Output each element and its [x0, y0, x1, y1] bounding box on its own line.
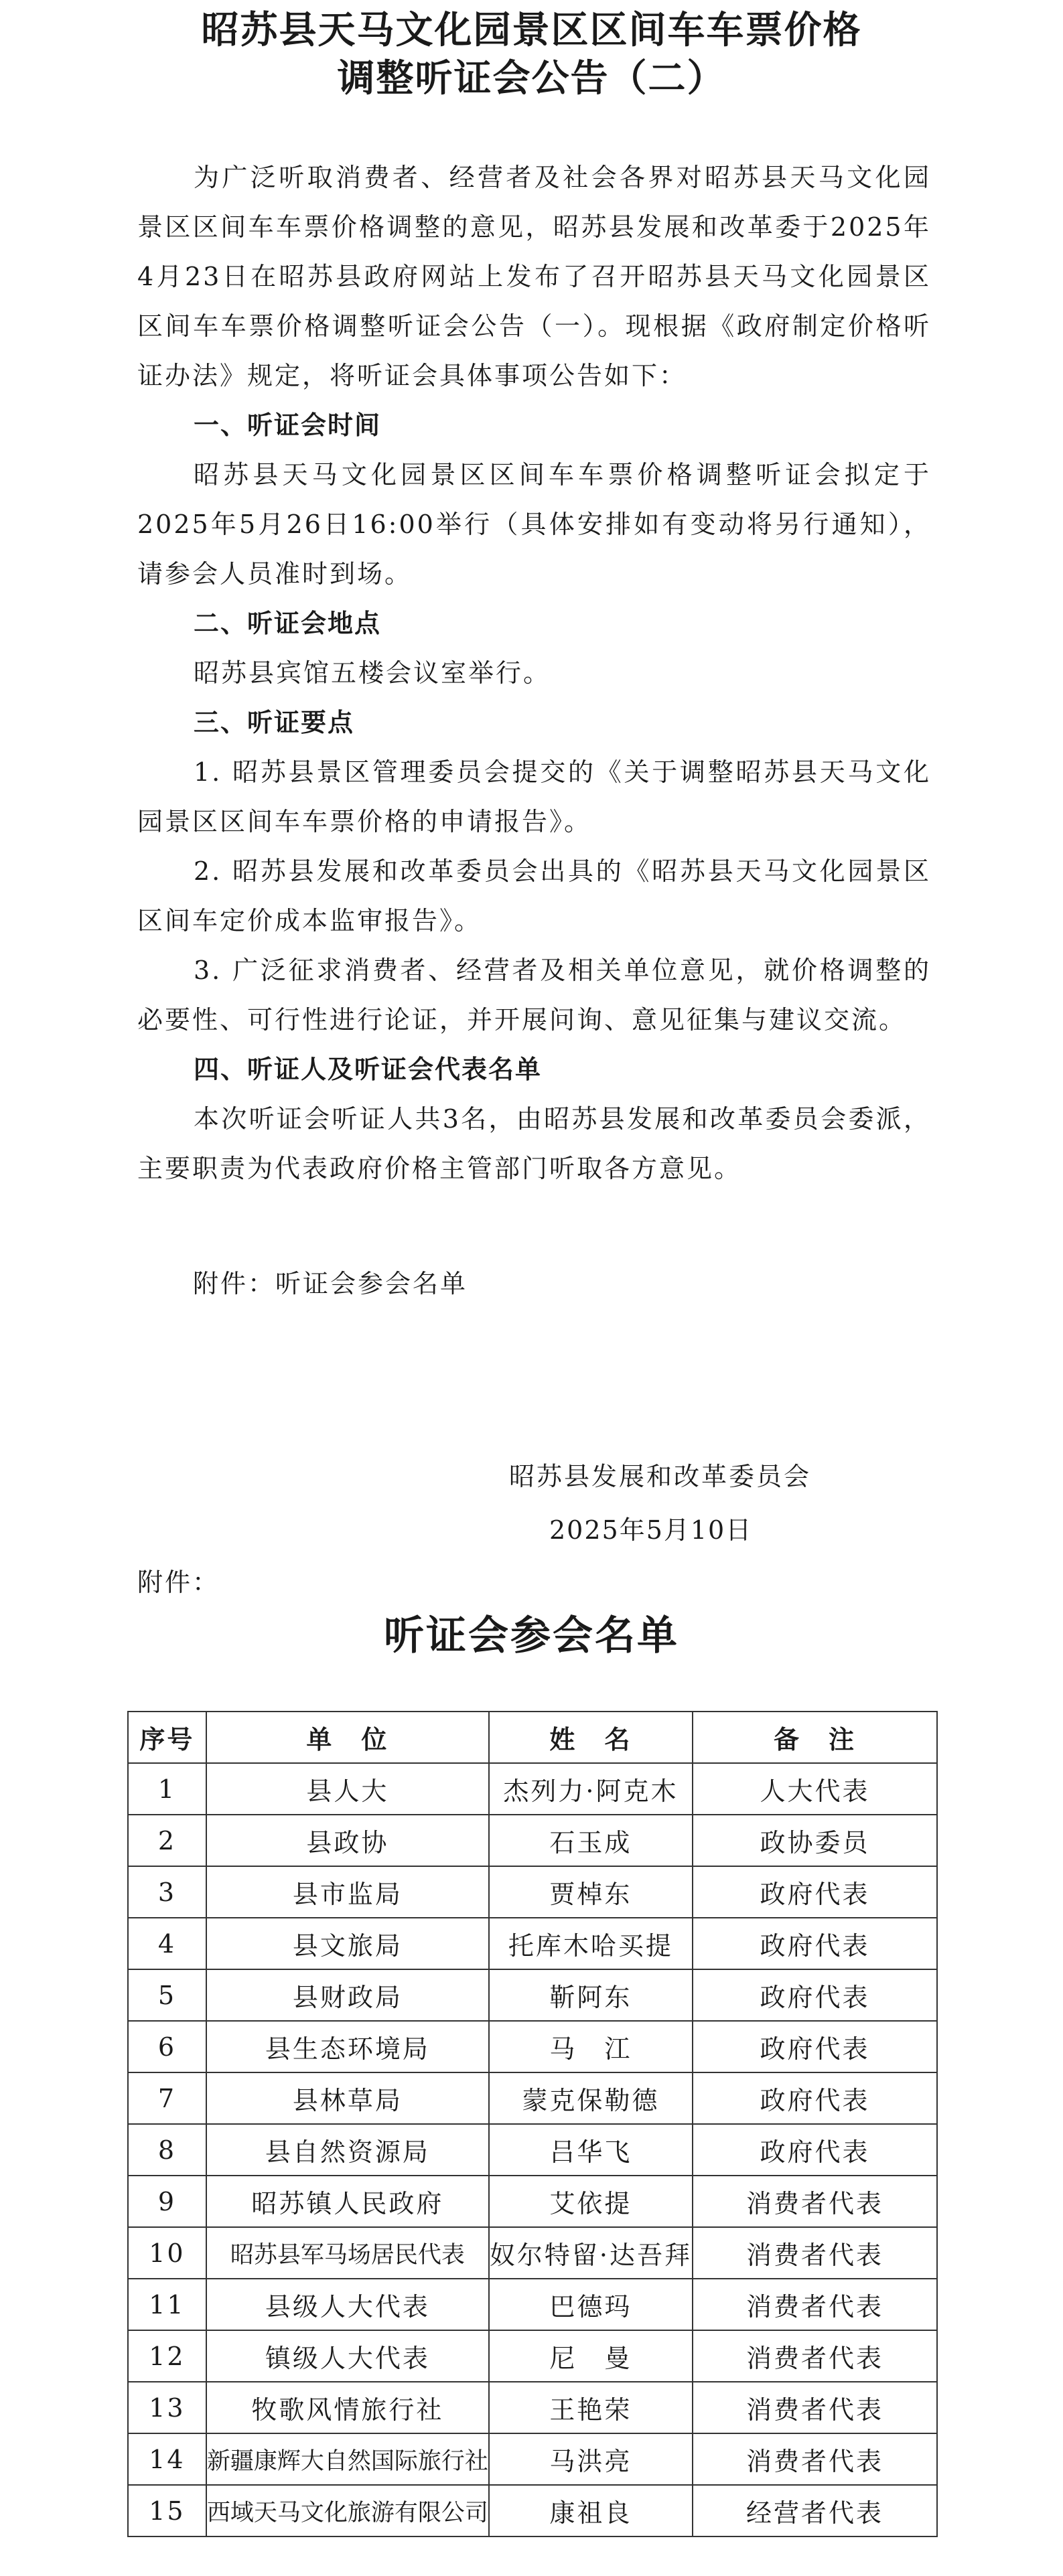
- intro-paragraph: 为广泛听取消费者、经营者及社会各界对昭苏县天马文化园景区区间车车票价格调整的意见，昭苏县发展和改革委于2025年4月23日在昭苏县政府网站上发布了召开昭苏县天马文化园景区区间车车票价格调整听证会公告（一）。现根据《政府制定价格听证办法》规定，将听证会具体事项公告如下：: [137, 163, 931, 390]
- key-point-2: 2. 昭苏县发展和改革委员会出具的《昭苏县天马文化园景区区间车定价成本监审报告》。: [137, 856, 931, 935]
- cell-remark: 经营者代表: [693, 2485, 937, 2536]
- cell-unit: 西域天马文化旅游有限公司: [206, 2485, 489, 2536]
- cell-name: 托库木哈买提: [489, 1918, 693, 1969]
- cell-unit: 县林草局: [206, 2072, 489, 2124]
- cell-unit: 昭苏县军马场居民代表: [206, 2227, 489, 2279]
- cell-unit: 牧歌风情旅行社: [206, 2382, 489, 2433]
- cell-remark: 政府代表: [693, 1969, 937, 2021]
- cell-unit: 县市监局: [206, 1866, 489, 1918]
- attachment-note: 附件：听证会参会名单: [193, 1269, 468, 1298]
- section-heading-time: 一、听证会时间: [194, 410, 382, 440]
- cell-index: 11: [128, 2279, 206, 2330]
- table-row: [128, 2227, 937, 2279]
- cell-index: 9: [128, 2176, 206, 2227]
- table-row: [128, 1763, 937, 1815]
- cell-name: 马洪亮: [489, 2433, 693, 2485]
- cell-name: 艾依提: [489, 2176, 693, 2227]
- header-remark: 备 注: [693, 1712, 937, 1763]
- cell-remark: 消费者代表: [693, 2279, 937, 2330]
- signature-date: 2025年5月10日: [549, 1515, 753, 1545]
- cell-remark: 政协委员: [693, 1815, 937, 1866]
- cell-remark: 政府代表: [693, 1918, 937, 1969]
- cell-index: 13: [128, 2382, 206, 2433]
- document-title-line-2: 调整听证会公告（二）: [337, 56, 726, 100]
- header-name: 姓 名: [489, 1712, 693, 1763]
- cell-index: 12: [128, 2330, 206, 2382]
- key-point-3: 3. 广泛征求消费者、经营者及相关单位意见，就价格调整的必要性、可行性进行论证，并开展问询、意见征集与建议交流。: [137, 956, 931, 1035]
- table-row: [128, 1969, 937, 2021]
- cell-remark: 消费者代表: [693, 2330, 937, 2382]
- cell-remark: 政府代表: [693, 2124, 937, 2176]
- cell-name: 马 江: [489, 2021, 693, 2072]
- cell-remark: 消费者代表: [693, 2176, 937, 2227]
- section-heading-representatives: 四、听证人及听证会代表名单: [194, 1055, 543, 1084]
- table-row: [128, 2124, 937, 2176]
- section-heading-key-points: 三、听证要点: [194, 708, 355, 737]
- cell-index: 3: [128, 1866, 206, 1918]
- cell-index: 6: [128, 2021, 206, 2072]
- cell-unit: 县文旅局: [206, 1918, 489, 1969]
- section-time-text: 昭苏县天马文化园景区区间车车票价格调整听证会拟定于2025年5月26日16:00举行（具体安排如有变动将另行通知），请参会人员准时到场。: [137, 460, 931, 589]
- cell-unit: 镇级人大代表: [206, 2330, 489, 2382]
- cell-index: 5: [128, 1969, 206, 2021]
- announcement-body: [137, 153, 931, 1193]
- cell-remark: 消费者代表: [693, 2433, 937, 2485]
- table-row: [128, 1815, 937, 1866]
- cell-name: 蒙克保勒德: [489, 2072, 693, 2124]
- cell-unit: 县生态环境局: [206, 2021, 489, 2072]
- cell-remark: 政府代表: [693, 2072, 937, 2124]
- cell-index: 2: [128, 1815, 206, 1866]
- cell-remark: 政府代表: [693, 2021, 937, 2072]
- cell-name: 尼 曼: [489, 2330, 693, 2382]
- cell-index: 7: [128, 2072, 206, 2124]
- cell-unit: 县人大: [206, 1763, 489, 1815]
- table-row: [128, 2330, 937, 2382]
- cell-remark: 消费者代表: [693, 2382, 937, 2433]
- cell-index: 1: [128, 1763, 206, 1815]
- cell-name: 王艳荣: [489, 2382, 693, 2433]
- cell-unit: 昭苏镇人民政府: [206, 2176, 489, 2227]
- cell-remark: 人大代表: [693, 1763, 937, 1815]
- section-heading-location: 二、听证会地点: [194, 609, 382, 638]
- signature-organization: 昭苏县发展和改革委员会: [509, 1462, 812, 1491]
- cell-name: 靳阿东: [489, 1969, 693, 2021]
- cell-unit: 县财政局: [206, 1969, 489, 2021]
- cell-name: 康祖良: [489, 2485, 693, 2536]
- cell-name: 贾棹东: [489, 1866, 693, 1918]
- cell-index: 10: [128, 2227, 206, 2279]
- section-location-text: 昭苏县宾馆五楼会议室举行。: [194, 658, 551, 688]
- header-index: 序号: [128, 1712, 206, 1763]
- cell-index: 14: [128, 2433, 206, 2485]
- cell-remark: 消费者代表: [693, 2227, 937, 2279]
- cell-unit: 县自然资源局: [206, 2124, 489, 2176]
- cell-name: 巴德玛: [489, 2279, 693, 2330]
- cell-unit: 县政协: [206, 1815, 489, 1866]
- table-row: [128, 2485, 937, 2536]
- attachment-label: 附件：: [137, 1568, 220, 1597]
- table-row: [128, 2021, 937, 2072]
- table-row: [128, 2176, 937, 2227]
- cell-name: 石玉成: [489, 1815, 693, 1866]
- table-header-row: [128, 1712, 937, 1763]
- table-row: [128, 2072, 937, 2124]
- cell-name: 杰列力·阿克木: [489, 1763, 693, 1815]
- cell-unit: 新疆康辉大自然国际旅行社: [206, 2433, 489, 2485]
- table-row: [128, 2433, 937, 2485]
- document-title-line-1: 昭苏县天马文化园景区区间车车票价格: [201, 8, 862, 52]
- cell-index: 15: [128, 2485, 206, 2536]
- table-row: [128, 1918, 937, 1969]
- attendee-table: [127, 1711, 938, 2537]
- table-row: [128, 2382, 937, 2433]
- key-point-1: 1. 昭苏县景区管理委员会提交的《关于调整昭苏县天马文化园景区区间车车票价格的申请报告》。: [137, 757, 931, 836]
- attendee-list-title: 听证会参会名单: [384, 1612, 679, 1659]
- cell-name: 奴尔特留·达吾拜: [489, 2227, 693, 2279]
- cell-unit: 县级人大代表: [206, 2279, 489, 2330]
- cell-index: 4: [128, 1918, 206, 1969]
- table-row: [128, 2279, 937, 2330]
- table-row: [128, 1866, 937, 1918]
- cell-name: 吕华飞: [489, 2124, 693, 2176]
- cell-remark: 政府代表: [693, 1866, 937, 1918]
- cell-index: 8: [128, 2124, 206, 2176]
- header-unit: 单 位: [206, 1712, 489, 1763]
- section-representatives-text: 本次听证会听证人共3名，由昭苏县发展和改革委员会委派，主要职责为代表政府价格主管部门听取各方意见。: [137, 1104, 931, 1183]
